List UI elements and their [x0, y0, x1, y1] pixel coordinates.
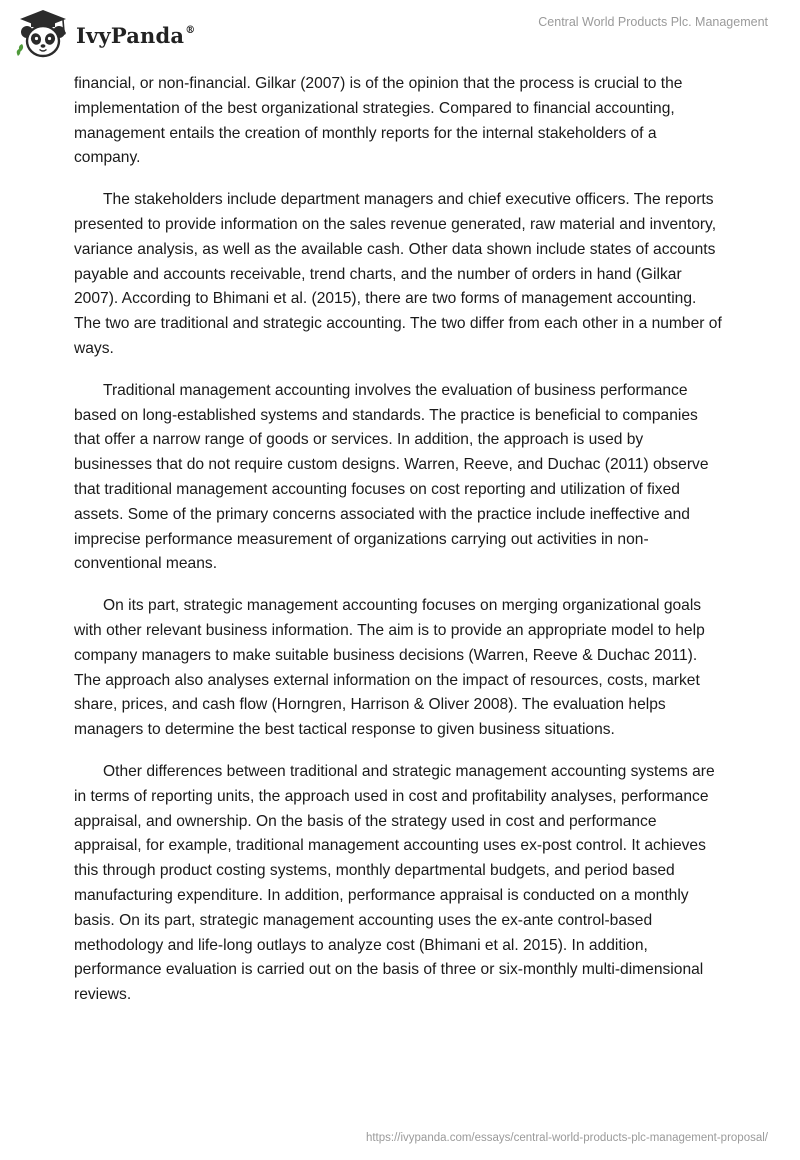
- paragraph-4: On its part, strategic management accounting focuses on merging organizational goals with other relevant business information. The aim is to provide an appropriate model to help company managers to make suitable business decisions (Warren, Reeve & Duchac 2011). The approach also analyses external information on the impact of resources, costs, market share, prices, and cash flow (Horngren, Harrison & Oliver 2008). The evaluation helps managers to determine the best tactical response to given business situations.: [74, 597, 705, 739]
- paragraph-2: The stakeholders include department managers and chief executive officers. The reports presented to provide information on the sales revenue generated, raw material and inventory, variance analysis, as well as the available cash. Other data shown include states of accounts payable and accounts receivable, trend charts, and the number of orders in hand (Gilkar 2007). According to Bhimani et al. (2015), there are two forms of management accounting. The two are traditional and strategic accounting. The two differ from each other in a number of ways.: [74, 191, 722, 357]
- paragraph-1: financial, or non-financial. Gilkar (2007) is of the opinion that the process is crucial to the implementation of the best organizational strategies. Compared to financial accounting, management entails the creation of monthly reports for the internal stakeholders of a company.: [74, 75, 683, 167]
- panda-graduate-logo-icon: [14, 8, 72, 60]
- paragraph-5: Other differences between traditional and strategic management accounting systems are in terms of reporting units, the approach used in cost and profitability analyses, performance appraisal, and ownership. On the basis of the strategy used in cost and performance appraisal, for example, traditional management accounting uses ex-post control. It achieves this through product costing systems, monthly departmental budgets, and period based manufacturing expenditure. In addition, performance appraisal is conducted on a monthly basis. On its part, strategic management accounting uses the ex-ante control-based methodology and life-long outlays to analyze cost (Bhimani et al. 2015). In addition, performance evaluation is carried out on the basis of three or six-monthly multi-dimensional reviews.: [74, 762, 715, 1004]
- brand-wordmark: [76, 23, 195, 48]
- document-title: Central World Products Plc. Management: [538, 15, 768, 29]
- page-header: [0, 0, 800, 70]
- paragraph-3: Traditional management accounting involves the evaluation of business performance based on long-established systems and standards. The practice is beneficial to companies that offer a narrow range of goods or services. In addition, the approach is used by businesses that do not require custom designs. Warren, Reeve, and Duchac (2011) observe that traditional management accounting focuses on cost reporting and utilization of fixed assets. Some of the primary concerns associated with the practice include ineffective and imprecise performance measurement of organizations carrying out activities in non-conventional means.: [74, 381, 709, 573]
- brand-logo[interactable]: [14, 8, 195, 60]
- source-url-link[interactable]: https://ivypanda.com/essays/central-world-products-plc-management-proposal/: [365, 1132, 768, 1144]
- essay-body: [74, 72, 724, 1025]
- brand-name: IvyPanda: [76, 22, 185, 48]
- registered-mark: ®: [185, 24, 196, 36]
